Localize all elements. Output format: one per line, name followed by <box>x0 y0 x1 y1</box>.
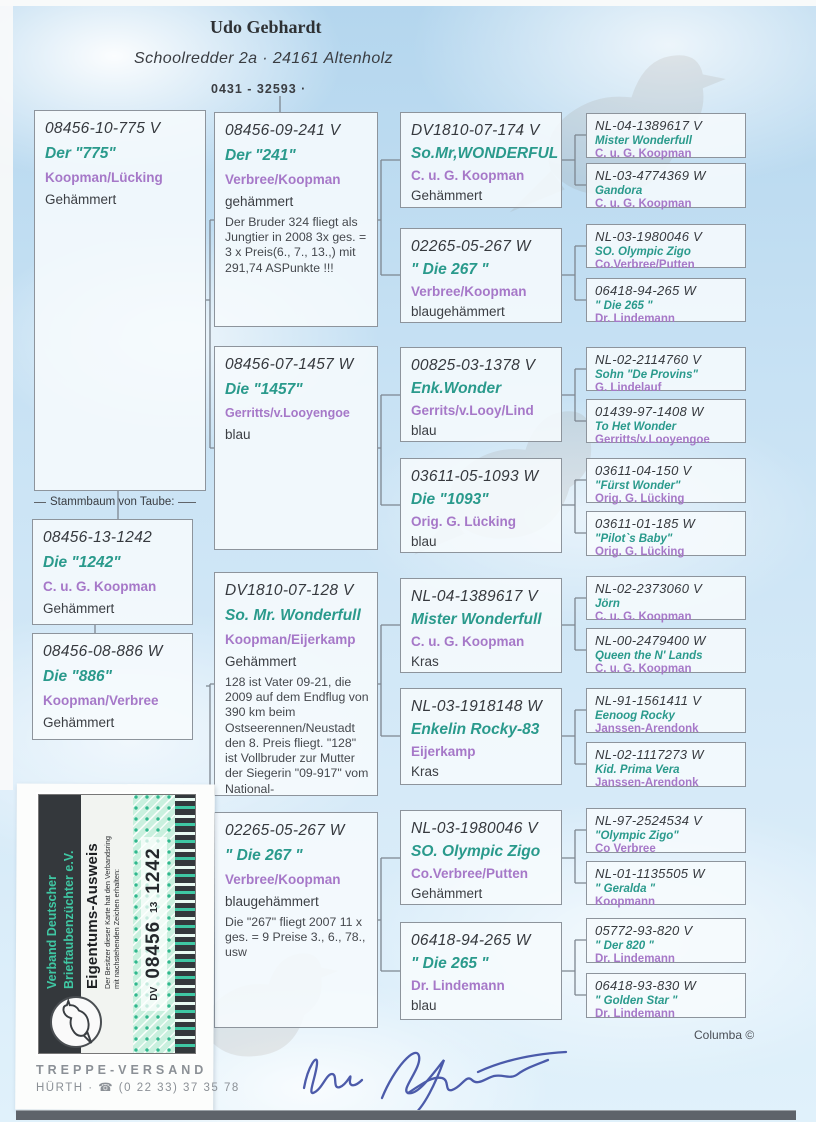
pedigree-box-gen3-1 <box>400 112 562 208</box>
pigeon-name: " Golden Star " <box>595 995 678 1007</box>
plumage-color: blau <box>225 427 251 442</box>
breeder-name: C. u. G. Koopman <box>411 168 525 183</box>
breeder-name: Verbree/Koopman <box>225 172 341 187</box>
ring-number: NL-03-1918148 W <box>411 698 543 715</box>
sticker-org-line2: Brieftaubenzüchter e.V. <box>61 850 76 989</box>
breeder-name: Co.Verbree/Putten <box>595 259 695 271</box>
breeder-name: Orig. G. Lücking <box>595 546 685 558</box>
pigeon-name: So. Mr. Wonderfull <box>225 607 361 624</box>
ring-number: NL-02-1117273 W <box>595 747 704 762</box>
vendor-phone: HÜRTH · ☎ (0 22 33) 37 35 78 <box>36 1082 240 1094</box>
scan-edge-bottom <box>16 1110 796 1120</box>
scan-edge-top <box>0 0 816 6</box>
pedigree-box-gen4-10 <box>586 628 746 673</box>
breeder-name: Verbree/Koopman <box>411 284 527 299</box>
pedigree-box-gen4-1 <box>586 113 746 158</box>
pedigree-box-gen4-16 <box>586 973 746 1018</box>
breeder-name: Orig. G. Lücking <box>411 514 517 529</box>
breeder-name: Gerrits/v.Looy/Lind <box>411 403 534 418</box>
ring-number: 08456-10-775 V <box>45 120 161 137</box>
plumage-color: blau <box>411 534 437 549</box>
performance-note: 128 ist Vater 09-21, die 2009 auf dem Endflug von 390 km beim Ostseerennen/Neustadt den 8. Preis fliegt. "128" ist Vollbruder zur Mutter der Siegerin "09-917" vom National- <box>225 675 369 796</box>
ring-number: DV1810-07-174 V <box>411 122 540 139</box>
pigeon-name: Kid. Prima Vera <box>595 764 680 776</box>
breeder-name: C. u. G. Koopman <box>595 148 692 160</box>
pedigree-box-gen4-6 <box>586 399 746 446</box>
pedigree-box-gen4-2 <box>586 163 746 208</box>
pedigree-box-gen4-14 <box>586 861 746 908</box>
pedigree-box-gen2-1 <box>214 112 378 327</box>
plumage-color: Kras <box>411 764 439 779</box>
breeder-name: Janssen-Arendonk <box>595 777 699 789</box>
pedigree-box-gen3-2 <box>400 228 562 323</box>
ring-number: NL-03-1980046 V <box>595 229 703 244</box>
ring-number: 08456-07-1457 W <box>225 356 354 373</box>
pigeon-name: Die "1457" <box>225 381 303 398</box>
ring-number: NL-03-4774369 W <box>595 168 706 183</box>
ring-number: 03611-04-150 V <box>595 463 692 478</box>
breeder-name: Dr. Lindemann <box>595 313 675 325</box>
scan-edge-left <box>0 0 13 790</box>
ring-number: DV1810-07-128 V <box>225 582 354 599</box>
vendor-name: TREPPE-VERSAND <box>36 1063 208 1077</box>
breeder-name: Orig. G. Lücking <box>595 493 685 505</box>
copyright-note: Columba © <box>694 1028 755 1042</box>
breeder-name: Eijerkamp <box>411 744 476 759</box>
pigeon-name: To Het Wonder <box>595 421 677 433</box>
pedigree-box-gen4-12 <box>586 742 746 787</box>
breeder-name: G. Lindelauf <box>595 382 662 394</box>
ring-number: 06418-94-265 W <box>411 932 531 949</box>
breeder-name: Koopmann <box>595 896 656 908</box>
pedigree-box-gen2-3 <box>214 572 378 796</box>
ring-number: 08456-13-1242 <box>43 529 153 546</box>
pedigree-box-gen3-3 <box>400 347 562 442</box>
pigeon-name: " Die 267 " <box>225 847 303 864</box>
breeder-name: C. u. G. Koopman <box>595 663 692 675</box>
pedigree-box-gen2-2 <box>214 346 378 550</box>
frame-line <box>178 502 196 503</box>
plumage-color: blaugehämmert <box>411 304 505 319</box>
breeder-name: Koopman/Verbree <box>43 693 159 708</box>
pedigree-label-text: Stammbaum von Taube: <box>50 496 175 508</box>
ring-number: 02265-05-267 W <box>411 238 531 255</box>
pigeon-logo-icon <box>50 996 102 1048</box>
ring-number: 02265-05-267 W <box>225 822 345 839</box>
pedigree-box-gen3-4 <box>400 458 562 553</box>
performance-note: Der Bruder 324 fliegt als Jungtier in 2008 3x ges. = 3 x Preis(6., 7., 13.,) mit 291,74 ASPunkte !!! <box>225 215 367 275</box>
breeder-name: C. u. G. Koopman <box>411 634 525 649</box>
ring-number: 03611-01-185 W <box>595 516 696 531</box>
breeder-name: Koopman/Eijerkamp <box>225 632 356 647</box>
pigeon-name: "Olympic Zigo" <box>595 830 679 842</box>
plumage-color: blaugehämmert <box>225 894 319 909</box>
plumage-color: blau <box>411 423 437 438</box>
pedigree-box-gen4-7 <box>586 458 746 503</box>
sticker-security-strip <box>175 795 195 1053</box>
ownership-sticker <box>36 792 198 1056</box>
breeder-name: C. u. G. Koopman <box>595 198 692 210</box>
owner-address: Schoolredder 2a · 24161 Altenholz <box>134 50 393 67</box>
plumage-color: Gehämmert <box>411 886 483 901</box>
breeder-name: Dr. Lindemann <box>411 978 505 993</box>
pedigree-box-gen3-8 <box>400 922 562 1020</box>
pigeon-name: Mister Wonderfull <box>411 611 542 628</box>
pigeon-name: "Pilot`s Baby" <box>595 533 673 545</box>
ring-year: 13 <box>148 901 160 913</box>
breeder-name: Koopman/Lücking <box>45 170 163 185</box>
ring-number: NL-04-1389617 V <box>595 118 703 133</box>
breeder-name: Dr. Lindemann <box>595 953 675 965</box>
plumage-color: Kras <box>411 654 439 669</box>
pedigree-box-gen3-7 <box>400 810 562 905</box>
breeder-name: Verbree/Koopman <box>225 872 341 887</box>
pedigree-box-mother <box>32 633 193 740</box>
ring-number: NL-04-1389617 V <box>411 588 538 605</box>
plumage-color: Gehämmert <box>43 601 115 616</box>
ring-number: 08456-09-241 V <box>225 122 341 139</box>
ring-number: NL-01-1135505 W <box>595 866 705 881</box>
pigeon-name: " Die 267 " <box>411 261 489 278</box>
pigeon-name: Enk.Wonder <box>411 380 502 397</box>
breeder-name: Janssen-Arendonk <box>595 723 699 735</box>
pigeon-name: Enkelin Rocky-83 <box>411 721 540 738</box>
sticker-subtitle-line1: Der Besitzer dieser Karte hat den Verbandsring <box>103 836 112 989</box>
pigeon-name: Der "775" <box>45 145 116 162</box>
ring-number: NL-03-1980046 V <box>411 820 538 837</box>
owner-signature <box>282 1028 592 1118</box>
sticker-subtitle <box>103 799 121 989</box>
ring-number: 06418-94-265 W <box>595 283 697 298</box>
sticker-ring-band <box>133 795 175 1053</box>
pigeon-name: Die "1093" <box>411 491 489 508</box>
pedigree-box-gen4-4 <box>586 278 746 325</box>
plumage-color: Gehämmert <box>411 188 483 203</box>
pigeon-name: Jörn <box>595 598 620 610</box>
sticker-ring-number <box>141 837 167 1010</box>
breeder-name: Dr. Lindemann <box>595 1008 675 1020</box>
ring-number: NL-00-2479400 W <box>595 633 706 648</box>
pedigree-box-gen4-13 <box>586 808 746 853</box>
pedigree-box-gen4-5 <box>586 347 746 394</box>
pigeon-name: Die "1242" <box>43 554 121 571</box>
breeder-name: C. u. G. Koopman <box>595 611 692 623</box>
sticker-subtitle-line2: mit nachstehenden Zeichen erhalten: <box>112 868 122 989</box>
owner-phone: 0431 - 32593 · <box>211 82 307 96</box>
ring-number: NL-97-2524534 V <box>595 813 703 828</box>
plumage-color: blau <box>411 998 437 1013</box>
pigeon-name: Die "886" <box>43 668 112 685</box>
frame-line <box>34 502 46 503</box>
pigeon-name: Gandora <box>595 185 643 197</box>
plumage-color: gehämmert <box>225 194 294 209</box>
plumage-color: Gehämmert <box>225 654 297 669</box>
pedigree-box-gen3-5 <box>400 578 562 673</box>
pigeon-name: Eenoog Rocky <box>595 710 675 722</box>
pedigree-box-gen3-6 <box>400 688 562 785</box>
breeder-name: C. u. G. Koopman <box>43 579 157 594</box>
pedigree-box-gen4-8 <box>586 511 746 556</box>
ring-assoc: 08456 <box>143 920 164 979</box>
pigeon-name: Mister Wonderfull <box>595 135 692 147</box>
pigeon-name: Sohn "De Provins" <box>595 369 698 381</box>
pigeon-name: Queen the N' Lands <box>595 650 703 662</box>
pigeon-name: " Die 265 " <box>595 300 653 312</box>
pedigree-box-gen4-11 <box>586 688 746 733</box>
pedigree-box-gen4-3 <box>586 224 746 271</box>
pigeon-name: " Der 820 " <box>595 940 654 952</box>
pigeon-name: " Die 265 " <box>411 955 489 972</box>
ring-number: NL-02-2373060 V <box>595 581 703 596</box>
ring-number: 06418-93-830 W <box>595 978 697 993</box>
ring-number: NL-02-2114760 V <box>595 352 702 367</box>
performance-note: Die "267" fliegt 2007 11 x ges. = 9 Preise 3., 6., 78., usw <box>225 915 366 960</box>
sticker-title: Eigentums-Ausweis <box>84 843 101 989</box>
pigeon-name: Der "241" <box>225 147 296 164</box>
pigeon-name: "Fürst Wonder" <box>595 480 681 492</box>
pedigree-box-gen4-9 <box>586 576 746 623</box>
pedigree-box-subject <box>32 519 193 625</box>
sticker-org-line1: Verband Deutscher <box>45 875 59 989</box>
ring-number: 03611-05-1093 W <box>411 468 539 485</box>
ring-prefix: DV <box>148 986 160 1001</box>
ring-number: 08456-08-886 W <box>43 643 163 660</box>
pigeon-name: " Geralda " <box>595 883 656 895</box>
ring-serial: 1242 <box>143 847 164 894</box>
breeder-name: Gerritts/v.Looyengoe <box>225 406 350 420</box>
breeder-name: Gerritts/v.Looyengoe <box>595 434 710 446</box>
ring-number: NL-91-1561411 V <box>595 693 702 708</box>
pedigree-box-father <box>34 110 206 491</box>
plumage-color: Gehämmert <box>43 715 115 730</box>
ring-number: 05772-93-820 V <box>595 923 693 938</box>
pedigree-box-gen4-15 <box>586 918 746 963</box>
owner-name: Udo Gebhardt <box>210 17 322 37</box>
vendor-imprint <box>36 1063 240 1094</box>
breeder-name: Co Verbree <box>595 843 656 855</box>
ring-number: 00825-03-1378 V <box>411 357 536 374</box>
pigeon-name: SO. Olympic Zigo <box>411 843 541 860</box>
pedigree-frame-label <box>34 496 196 508</box>
pedigree-box-gen2-4 <box>214 812 378 1028</box>
ring-number: 01439-97-1408 W <box>595 404 704 419</box>
pigeon-name: SO. Olympic Zigo <box>595 246 691 258</box>
pigeon-name: So.Mr,WONDERFUL <box>411 145 559 162</box>
breeder-name: Co.Verbree/Putten <box>411 866 529 881</box>
plumage-color: Gehämmert <box>45 192 117 207</box>
